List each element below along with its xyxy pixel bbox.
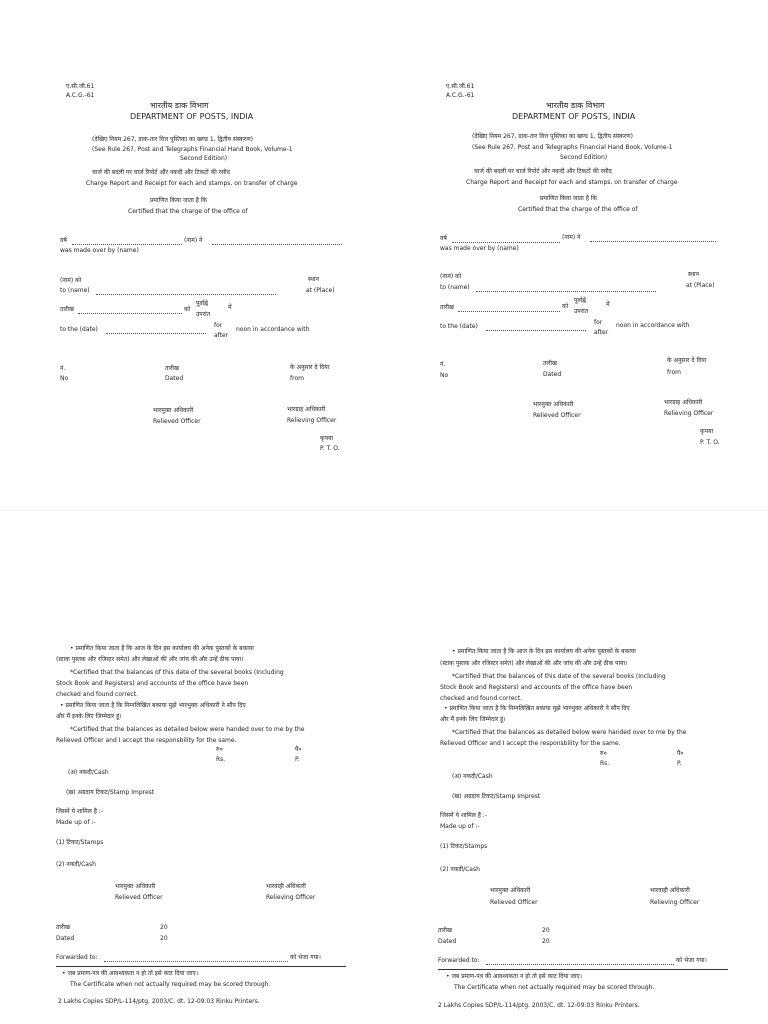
place-en: at (Place): [686, 282, 715, 289]
year-prefix: 20: [160, 924, 168, 931]
date-hi: तारीख: [56, 924, 70, 931]
dated-en: Dated: [165, 375, 184, 382]
date-hi: तारीख: [60, 306, 74, 313]
rs-en: Rs.: [600, 760, 610, 767]
cert1-en-c: checked and found correct.: [440, 695, 522, 702]
forwarded-field[interactable]: [104, 961, 288, 962]
date-hi: तारीख: [438, 927, 452, 934]
note-en: The Certificate when not actually required may be scored through.: [70, 981, 271, 988]
dated-en: Dated: [438, 938, 457, 945]
no-hi: नं.: [60, 365, 66, 372]
to-name-hi: (नाम) को: [440, 273, 462, 280]
cert1-hi-b: (स्टाक पुस्तक और रजिस्टर समेत) और लेखाओं की और जांच की और उन्हें ठीक पाया।: [440, 660, 628, 667]
to-name-en: to (name): [60, 287, 90, 294]
certified-en: Certified that the charge of the office of: [128, 208, 248, 215]
dept-title-en: DEPARTMENT OF POSTS, INDIA: [130, 112, 254, 121]
note-hi: • जब प्रमाण-पत्र की आवश्यकता न हो तो इसे काट दिया जाए।: [62, 970, 199, 977]
form-code-hi: ए.सी.जी.61: [66, 83, 95, 90]
relieved-hi: भारमुक्त अधिकारी: [153, 407, 194, 414]
name-label-hi: (नाम) ने: [562, 234, 581, 241]
to-date-en: to the (date): [60, 326, 98, 333]
cash-label: (अ) नकदी/Cash: [68, 769, 109, 776]
noon-en: noon in accordance with: [616, 322, 690, 329]
certified-hi: प्रमाणित किया जाता है कि: [150, 197, 208, 204]
no-hi: नं.: [440, 361, 446, 368]
forwarded-hi: को भेजा गया।: [676, 957, 707, 964]
rs-en: Rs.: [216, 756, 226, 763]
ko: को: [562, 303, 569, 310]
cert2-en-b: Relieved Officer and I accept the responsbility for the same.: [440, 740, 621, 747]
divider: [438, 969, 728, 970]
year-label-hi: वर्ष: [60, 237, 67, 244]
cert1-en-a: *Certified that the balances of this date of the several books (Including: [452, 673, 666, 680]
to-date-field[interactable]: [106, 333, 206, 334]
relieving-en: Relieving Officer: [287, 417, 337, 424]
form-code-en: A.C.G.-61: [446, 92, 475, 99]
after: after: [214, 332, 229, 339]
certified-hi: प्रमाणित किया जाता है कि: [540, 195, 598, 202]
cert2-en-a: *Certified that the balances as detailed below were handed over to me by the: [452, 729, 687, 736]
rs-hi: रु०: [600, 750, 607, 757]
forenoon-hi: पूर्वाह्ने: [196, 300, 209, 307]
rule-ref-hi: (देखिए नियम 267, डाक-तार वित्त पुस्तिका का खण्ड 1, द्वितीय संस्करण): [92, 136, 254, 143]
to-name-field[interactable]: [96, 294, 276, 295]
dated-hi: तारीख: [165, 365, 179, 372]
relieving-hi: भारवाही अधिकारी: [650, 887, 690, 894]
pto-en: P. T. O.: [700, 439, 720, 446]
made-up-hi: जिसमें ये शामिल हैं :-: [440, 812, 487, 819]
p-en: P.: [677, 760, 682, 767]
dept-title-hi: भारतीय डाक विभाग: [546, 101, 605, 110]
name-label-hi: (नाम) ने: [184, 237, 203, 244]
p-en: P.: [295, 756, 300, 763]
place-hi: स्थान: [308, 276, 319, 283]
stamp-imprest-label: (ख) अग्रदाय टिकट/Stamp Imprest: [452, 793, 541, 800]
printer-line: 2 Lakhs Copies SDP/L-114/ptg. 2003/C. dt. 12-09.03 Rinku Printers.: [438, 1002, 640, 1009]
afternoon-hi: उपरांत: [196, 311, 211, 318]
dept-title-hi: भारतीय डाक विभाग: [150, 101, 209, 110]
forwarded-hi: को भेजा गया।: [290, 954, 321, 961]
ko: को: [184, 306, 191, 313]
from-en: from: [667, 369, 681, 376]
year-prefix-2: 20: [160, 935, 168, 942]
stamp-imprest-label: (ख) अग्रदाय टिकट/Stamp Imprest: [66, 789, 155, 796]
charge-title-en: Charge Report and Receipt for each and stamps, on transfer of charge: [86, 180, 298, 187]
charge-title-en: Charge Report and Receipt for each and stamps, on transfer of charge: [466, 179, 678, 186]
year-prefix-2: 20: [542, 938, 550, 945]
relieved-hi: भारमुक्त अधिकारी: [490, 887, 531, 894]
dated-en: Dated: [56, 935, 75, 942]
relieved-hi: भारमुक्त अधिकारी: [533, 401, 574, 408]
note-hi: • जब प्रमाण-पत्र की आवश्यकता न हो तो इसे काट दिया जाए।: [446, 973, 583, 980]
edition: Second Edition): [180, 155, 228, 162]
afternoon-hi: उपरांत: [574, 308, 589, 315]
mein: में: [228, 304, 232, 311]
cert2-en-a: *Certified that the balances as detailed below were handed over to me by the: [70, 726, 305, 733]
p-hi: पै०: [295, 746, 302, 753]
made-over-name-field[interactable]: [590, 241, 716, 242]
stamps-label: (1) टिकट/Stamps: [440, 843, 488, 850]
date-hi: तारीख: [440, 304, 454, 311]
cert1-hi-a: • प्रमाणित किया जाता है कि आज के दिन इस कार्यालय की अनेक पुस्तकों के बकाया: [452, 648, 636, 655]
from-hi: के अनुसार दे दिया: [290, 364, 330, 371]
made-over-name-field[interactable]: [212, 244, 342, 245]
from-hi: के अनुसार दे दिया: [667, 357, 707, 364]
cert1-en-b: Stock Book and Registers) and accounts of the office have been: [56, 680, 249, 687]
forwarded-label: Forwarded to:: [438, 957, 480, 964]
cash2-label: (2) नकदी/Cash: [440, 866, 480, 873]
to-name-en: to (name): [440, 284, 470, 291]
relieving-hi: भारग्राह अधिकारी: [287, 406, 326, 413]
edition: Second Edition): [560, 154, 608, 161]
made-up-en: Made up of :-: [56, 819, 96, 826]
certified-en: Certified that the charge of the office of: [518, 206, 638, 213]
year-label-hi: वर्ष: [440, 235, 447, 242]
rule-ref-hi: (देखिए नियम 267, डाक-तार वित्त पुस्तिका का खण्ड 1, द्वितीय संस्करण): [472, 133, 634, 140]
place-hi: स्थान: [688, 271, 699, 278]
office-field[interactable]: [452, 242, 560, 243]
from-en: from: [290, 375, 304, 382]
made-over-en: was made over by (name): [440, 245, 519, 252]
charge-title-hi: चार्ज की बदली पर चार्ज रिपोर्ट और नकदी और टिकटों की रसीद: [474, 168, 612, 175]
forwarded-label: Forwarded to:: [56, 954, 98, 961]
rs-hi: रु०: [216, 746, 223, 753]
relieved-en: Relieved Officer: [153, 418, 201, 425]
to-date-field[interactable]: [486, 330, 586, 331]
relieving-hi: भारग्राह अधिकारी: [664, 399, 703, 406]
no-en: No: [60, 375, 69, 382]
made-over-en: was made over by (name): [60, 247, 139, 254]
forwarded-field[interactable]: [486, 964, 674, 965]
cert2-hi-a: • प्रमाणित किया जाता है कि निम्नलिखित बकाया मुझे भारभुक्त अधिकारी ने सौंप दिए: [444, 705, 630, 712]
page-fold: [0, 510, 768, 511]
rule-ref-en: (See Rule 267, Post and Telegraphs Financial Hand Book, Volume-1: [472, 144, 673, 151]
cert1-en-a: *Certified that the balances of this date of the several books (Including: [70, 669, 284, 676]
date-field-hi[interactable]: [78, 313, 182, 314]
divider: [56, 966, 346, 967]
cert1-hi-a: • प्रमाणित किया जाता है कि आज के दिन इस कार्यालय की अनेक पुस्तकों के बकाया: [70, 645, 254, 652]
forenoon-hi: पूर्वाह्ने: [574, 297, 587, 304]
printer-line: 2 Lakhs Copies SDP/L-114/ptg. 2003/C. dt. 12-09.03 Rinku Printers.: [58, 998, 260, 1005]
date-field-hi[interactable]: [458, 311, 560, 312]
note-en: The Certificate when not actually required may be scored through.: [454, 984, 655, 991]
cert2-hi-b: और मैं इनके लिए जिम्मेदार हूं।: [440, 716, 506, 723]
no-en: No: [440, 372, 449, 379]
relieved-en: Relieved Officer: [115, 894, 163, 901]
rule-ref-en: (See Rule 267, Post and Telegraphs Financial Hand Book, Volume-1: [92, 146, 293, 153]
relieved-hi: भारमुक्त अधिकारी: [115, 883, 156, 890]
mein: में: [606, 301, 610, 308]
to-date-en: to the (date): [440, 323, 478, 330]
for: for: [214, 322, 223, 329]
dated-hi: तारीख: [543, 360, 557, 367]
charge-title-hi: चार्ज की बदली पर चार्ज रिपोर्ट और नकदी और टिकटों की रसीद: [92, 169, 230, 176]
for: for: [594, 319, 603, 326]
relieving-en: Relieving Officer: [650, 899, 700, 906]
cert1-en-b: Stock Book and Registers) and accounts of the office have been: [440, 684, 633, 691]
form-code-en: A.C.G.-61: [66, 92, 95, 99]
place-en: at (Place): [306, 287, 335, 294]
cert1-en-c: checked and found correct.: [56, 691, 138, 698]
relieving-en: Relieving Officer: [266, 894, 316, 901]
relieved-en: Relieved Officer: [490, 899, 538, 906]
form-code-hi: ए.सी.जी.61: [446, 83, 475, 90]
cash2-label: (2) नकदी/Cash: [56, 861, 96, 868]
noon-en: noon in accordance with: [236, 326, 310, 333]
made-up-hi: जिसमें ये शामिल हैं :-: [56, 808, 103, 815]
dept-title-en: DEPARTMENT OF POSTS, INDIA: [512, 112, 636, 121]
to-name-hi: (नाम) को: [60, 277, 82, 284]
cert2-hi-a: • प्रमाणित किया जाता है कि निम्नलिखित बकाया मुझे भारभुक्त अधिकारी ने सौंप दिए: [60, 702, 246, 709]
pto-en: P. T. O.: [320, 445, 340, 452]
relieving-hi: भारवाही अधिकारी: [266, 883, 306, 890]
office-field[interactable]: [72, 244, 182, 245]
to-name-field[interactable]: [476, 291, 656, 292]
year-prefix: 20: [542, 927, 550, 934]
cert2-en-b: Relieved Officer and I accept the responsbility for the same.: [56, 737, 237, 744]
cash-label: (अ) नकदी/Cash: [452, 773, 493, 780]
pto-hi: कृपया: [320, 435, 334, 442]
relieved-en: Relieved Officer: [533, 412, 581, 419]
made-up-en: Made up of :-: [440, 823, 480, 830]
stamps-label: (1) टिकट/Stamps: [56, 839, 104, 846]
cert1-hi-b: (स्टाक पुस्तक और रजिस्टर समेत) और लेखाओं की और जांच की और उन्हें ठीक पाया।: [56, 656, 244, 663]
cert2-hi-b: और मैं इनके लिए जिम्मेदार हूं।: [56, 713, 122, 720]
dated-en: Dated: [543, 371, 562, 378]
p-hi: पै०: [677, 750, 684, 757]
pto-hi: कृपया: [700, 428, 714, 435]
after: after: [594, 329, 609, 336]
relieving-en: Relieving Officer: [664, 410, 714, 417]
